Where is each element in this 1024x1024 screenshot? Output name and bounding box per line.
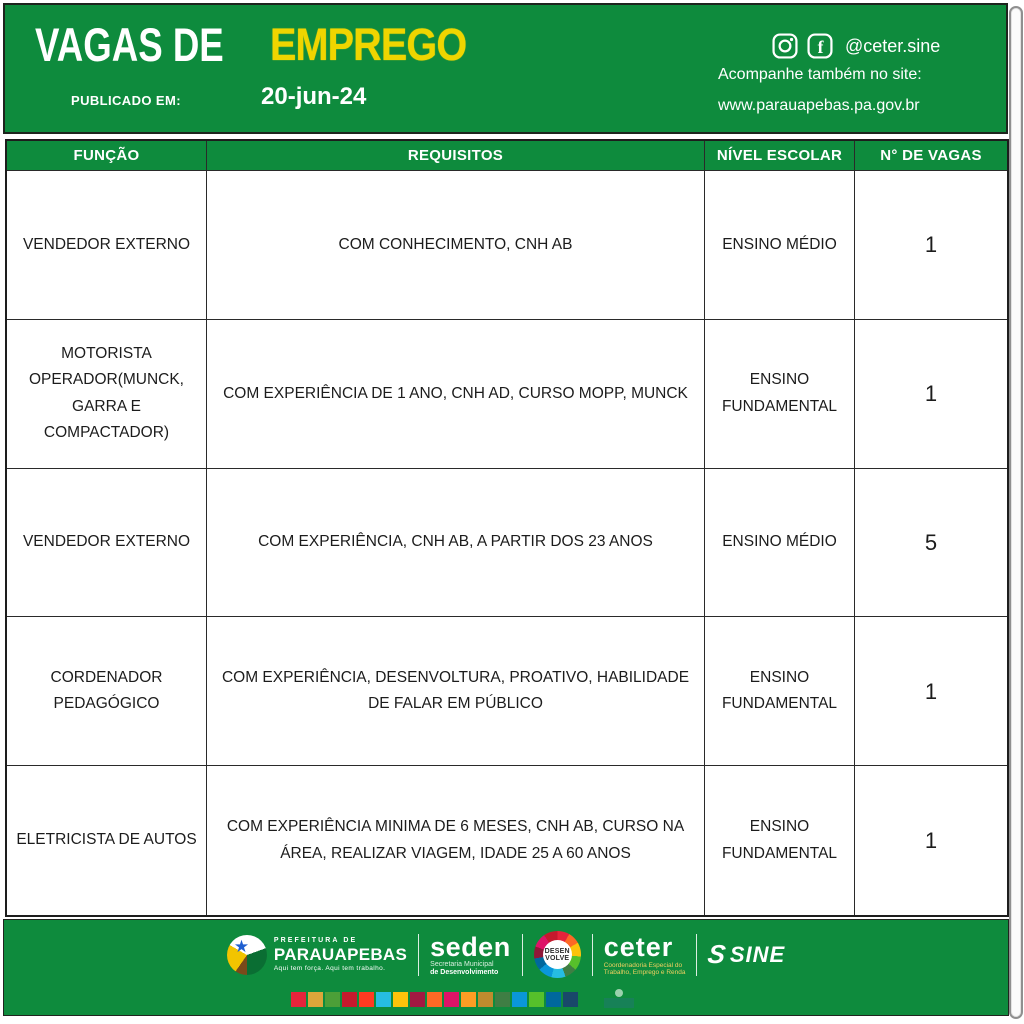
sdg-goal-tile [563, 992, 578, 1007]
sdg-goal-tile [427, 992, 442, 1007]
svg-text:f: f [817, 37, 824, 57]
vertical-scrollbar[interactable] [1009, 6, 1023, 1019]
table-row-requisitos: COM CONHECIMENTO, CNH AB [207, 171, 705, 320]
sdg-goal-tile [325, 992, 340, 1007]
sdg-goal-tile [461, 992, 476, 1007]
sine-name: SINE [729, 941, 786, 967]
sine-s-icon: S [706, 939, 729, 969]
sdg-goal-tile [410, 992, 425, 1007]
site-callout: Acompanhe também no site: [718, 66, 922, 83]
prefeitura-line1: PREFEITURA DE [273, 936, 358, 944]
table-row-nivel: ENSINO FUNDAMENTAL [705, 766, 855, 915]
sdg-goal-tile [393, 992, 408, 1007]
table-row-funcao: ELETRICISTA DE AUTOS [7, 766, 207, 915]
table-row-requisitos: COM EXPERIÊNCIA MINIMA DE 6 MESES, CNH AB, CURSO NA ÁREA, REALIZAR VIAGEM, IDADE 25 A 60 ANOS [207, 766, 705, 915]
ceter-sub1: Coordenadoria Especial do [603, 962, 683, 970]
jobs-table [5, 139, 1009, 917]
table-row-vagas: 1 [855, 171, 1007, 320]
page-title-part2: EMPREGO [270, 19, 467, 70]
table-row-requisitos: COM EXPERIÊNCIA, DESENVOLTURA, PROATIVO, HABILIDADE DE FALAR EM PÚBLICO [207, 617, 705, 766]
sdg-strip [291, 992, 578, 1007]
sdg-goal-tile [308, 992, 323, 1007]
prefeitura-parauapebas-logo [227, 935, 407, 975]
table-row-funcao: MOTORISTA OPERADOR(MUNCK, GARRA E COMPACTADOR) [7, 320, 207, 469]
sdg-goal-tile [291, 992, 306, 1007]
footer-logo-row [4, 931, 1008, 978]
ceter-sub2: Trabalho, Emprego e Renda [603, 969, 686, 977]
facebook-icon [806, 32, 834, 60]
desenvolve-line2: VOLVE [545, 954, 570, 962]
table-row-funcao: CORDENADOR PEDAGÓGICO [7, 617, 207, 766]
ceter-name: ceter [603, 931, 674, 962]
published-label: PUBLICADO EM: [71, 93, 181, 108]
table-row-vagas: 1 [855, 320, 1007, 469]
table-row-requisitos: COM EXPERIÊNCIA, CNH AB, A PARTIR DOS 23 ANOS [207, 469, 705, 618]
ceter-logo [604, 933, 686, 977]
parauapebas-seal-icon [227, 935, 267, 975]
table-row-nivel: ENSINO MÉDIO [705, 469, 855, 618]
sdg-goal-tile [546, 992, 561, 1007]
prefeitura-tagline: Aqui tem força. Aqui tem trabalho. [273, 964, 386, 972]
instagram-icon [771, 32, 799, 60]
prefeitura-line2: PARAUAPEBAS [273, 945, 408, 965]
divider [418, 934, 419, 976]
sdg-goal-tile [478, 992, 493, 1007]
column-header-requisitos: REQUISITOS [207, 141, 705, 171]
sdg-goal-tile [495, 992, 510, 1007]
desenvolve-wheel-icon [534, 931, 581, 978]
sdg-goal-tile [376, 992, 391, 1007]
sdg-goal-tile [359, 992, 374, 1007]
column-header-n-de-vagas: N° DE VAGAS [855, 141, 1007, 171]
site-url: www.parauapebas.pa.gov.br [718, 97, 920, 114]
star-icon: ★ [233, 936, 250, 956]
table-row-nivel: ENSINO FUNDAMENTAL [705, 320, 855, 469]
column-header-nivel-escolar: NÍVEL ESCOLAR [705, 141, 855, 171]
divider [592, 934, 593, 976]
sine-logo [708, 939, 785, 970]
table-row-funcao: VENDEDOR EXTERNO [7, 171, 207, 320]
desenvolve-line1: DESEN [544, 947, 570, 955]
page-title-part1: VAGAS DE [35, 18, 224, 71]
seden-sub2: de Desenvolvimento [430, 968, 499, 976]
divider [696, 934, 697, 976]
column-header-funcao: FUNÇÃO [7, 141, 207, 171]
table-row-vagas: 5 [855, 469, 1007, 618]
sdg-goal-tile [342, 992, 357, 1007]
sdg-goal-tile [529, 992, 544, 1007]
table-row-funcao: VENDEDOR EXTERNO [7, 469, 207, 618]
table-row-vagas: 1 [855, 617, 1007, 766]
table-row-nivel: ENSINO FUNDAMENTAL [705, 617, 855, 766]
divider [522, 934, 523, 976]
header-banner [3, 3, 1008, 134]
footer-banner [3, 919, 1009, 1016]
social-row [771, 32, 940, 60]
seden-name: seden [430, 931, 511, 962]
social-handle: @ceter.sine [845, 35, 941, 56]
table-row-requisitos: COM EXPERIÊNCIA DE 1 ANO, CNH AD, CURSO MOPP, MUNCK [207, 320, 705, 469]
table-row-vagas: 1 [924, 827, 938, 853]
ods-wheel-icon [604, 989, 634, 1008]
sdg-goal-tile [444, 992, 459, 1007]
table-row-nivel: ENSINO MÉDIO [705, 171, 855, 320]
sdg-goal-tile [512, 992, 527, 1007]
seden-logo [430, 933, 511, 976]
published-date: 20-jun-24 [261, 83, 367, 110]
seden-sub1: Secretaria Municipal [430, 961, 494, 969]
